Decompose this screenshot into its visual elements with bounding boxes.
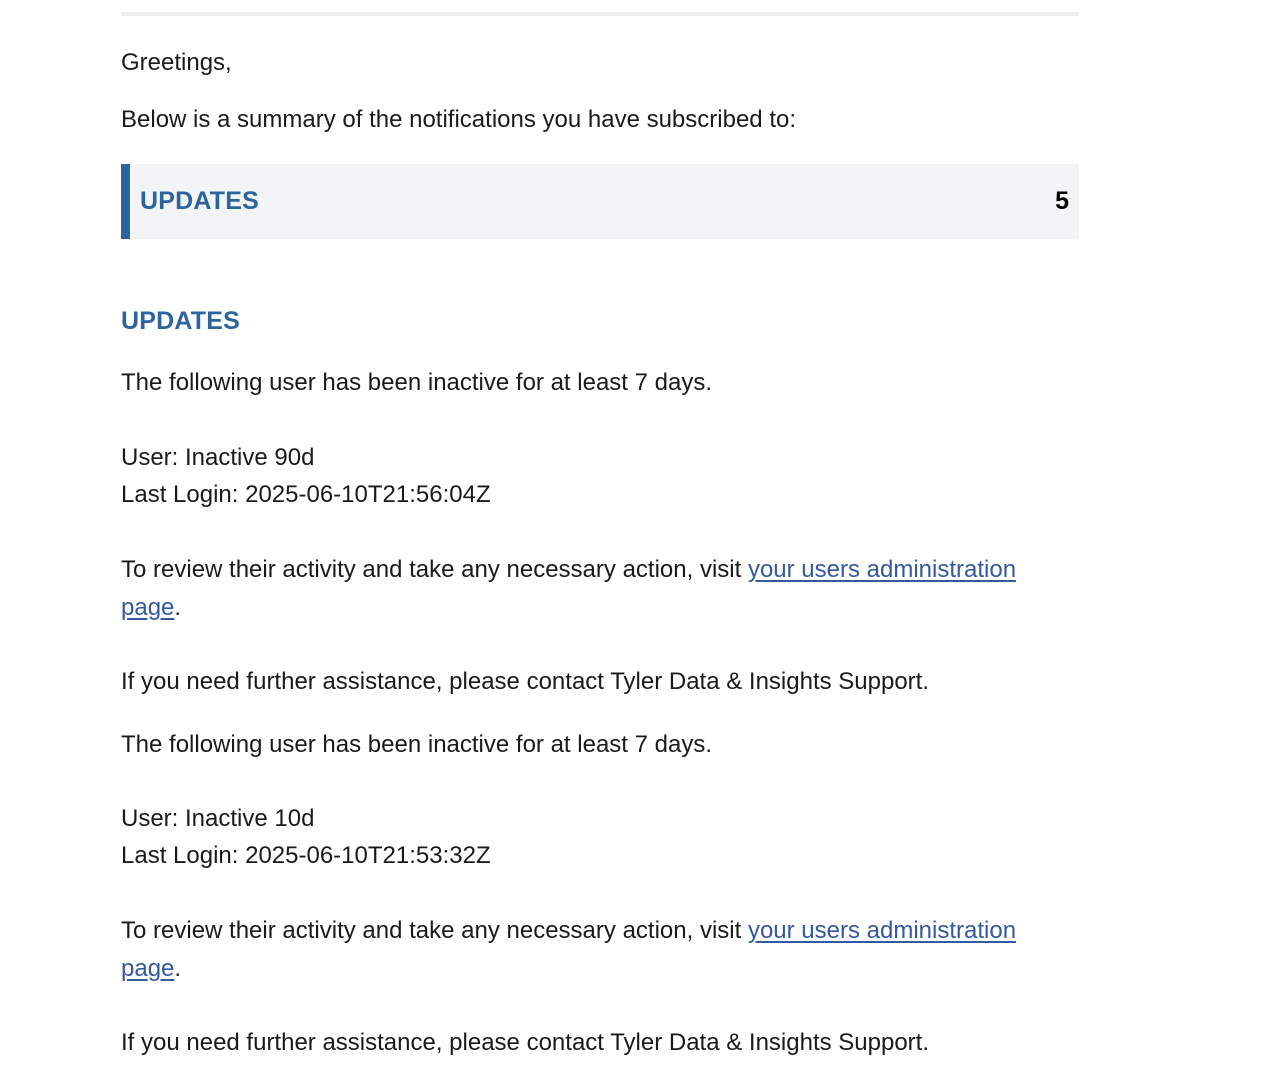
review-suffix: . bbox=[174, 594, 182, 621]
review-suffix: . bbox=[174, 955, 182, 982]
notification-review-line bbox=[121, 917, 1016, 945]
review-prefix: To review their activity and take any necessary action, visit bbox=[121, 917, 748, 944]
notification-user: User: Inactive 10d bbox=[121, 805, 315, 832]
notification-last-login: Last Login: 2025-06-10T21:53:32Z bbox=[121, 842, 491, 869]
notification-assistance: If you need further assistance, please contact Tyler Data & Insights Support. bbox=[121, 668, 930, 695]
users-admin-link[interactable]: your users administration bbox=[747, 556, 1017, 583]
section-heading-updates: UPDATES bbox=[121, 307, 241, 335]
users-admin-link[interactable]: your users administration bbox=[747, 917, 1017, 944]
notification-assistance: If you need further assistance, please contact Tyler Data & Insights Support. bbox=[121, 1029, 930, 1056]
users-admin-link-continued[interactable]: page bbox=[121, 594, 175, 621]
users-admin-link-continued[interactable]: page bbox=[121, 955, 175, 982]
intro-text: Below is a summary of the notifications you have subscribed to: bbox=[121, 106, 796, 133]
summary-row-updates bbox=[121, 164, 1079, 239]
notification-review-line-2 bbox=[121, 594, 181, 622]
notification-review-line bbox=[121, 556, 1016, 584]
summary-count-badge: 5 bbox=[1055, 187, 1069, 215]
review-prefix: To review their activity and take any necessary action, visit bbox=[121, 556, 748, 583]
summary-title: UPDATES bbox=[140, 187, 260, 215]
summary-accent-bar bbox=[121, 164, 130, 239]
top-divider bbox=[121, 12, 1079, 16]
notification-last-login: Last Login: 2025-06-10T21:56:04Z bbox=[121, 481, 491, 508]
notification-review-line-2 bbox=[121, 955, 181, 983]
notification-intro: The following user has been inactive for at least 7 days. bbox=[121, 731, 712, 758]
notification-user: User: Inactive 90d bbox=[121, 444, 315, 471]
greeting-text: Greetings, bbox=[121, 49, 232, 76]
notification-intro: The following user has been inactive for at least 7 days. bbox=[121, 369, 712, 396]
